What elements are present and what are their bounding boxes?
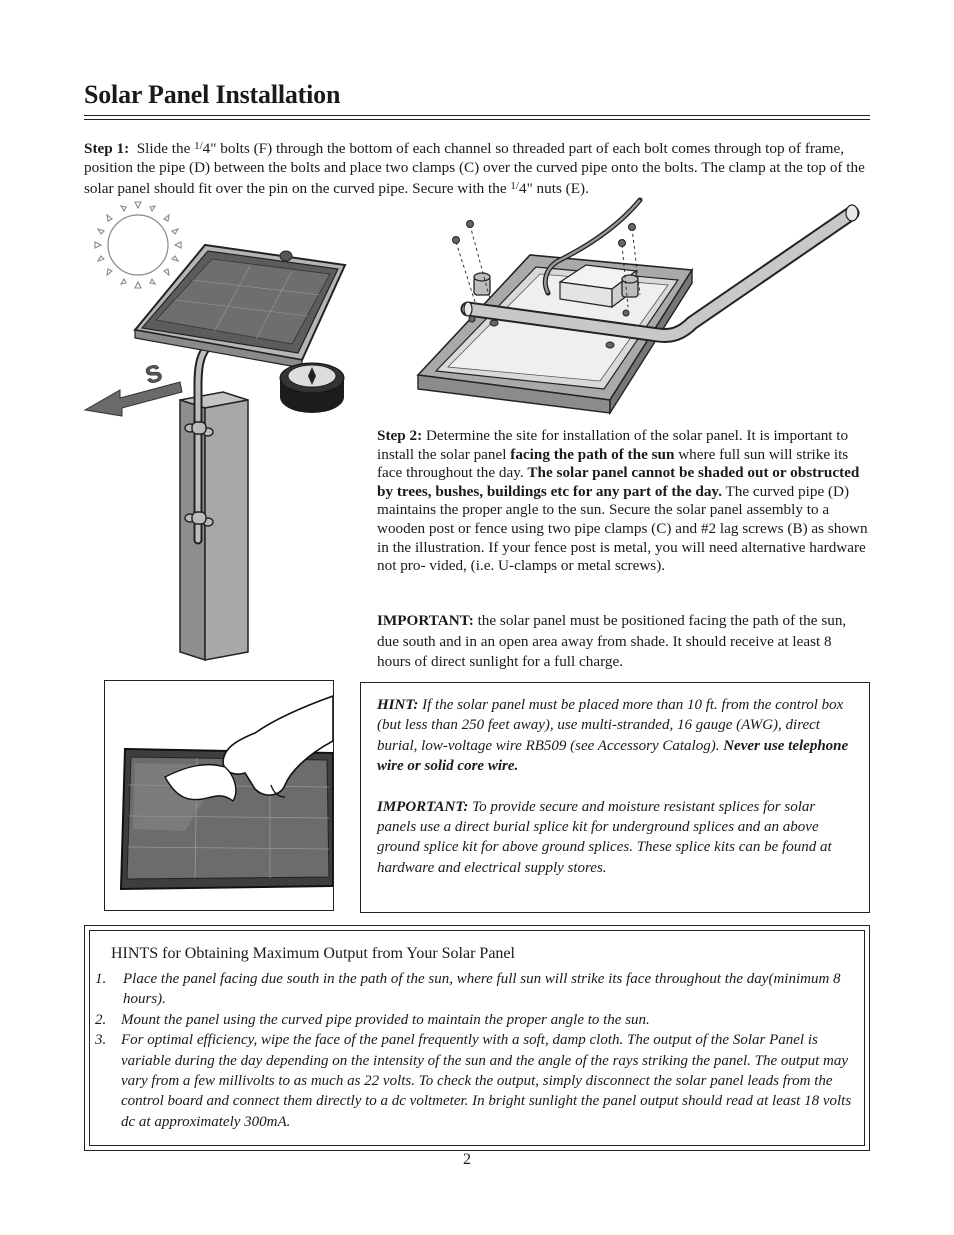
splice-important-text: To provide secure and moisture resistant splices for solar panels use a direct burial splice kit for underground splices and an above ground splice kit for above ground splices. These splice kits can be found at hardware and electrical supply stores. — [377, 798, 832, 876]
title-rule-bottom — [84, 119, 870, 120]
hints-list — [95, 969, 855, 1132]
hint-item — [95, 1010, 855, 1030]
step2-text-2: where full sun will strike its face throughout the day. — [377, 445, 849, 482]
compass-letter: S — [142, 359, 166, 390]
step2-text-3: The curved pipe (D) maintains the proper angle to the sun. Secure the solar panel assembly to a wooden post or fence using two pipe clamps (C) and #2 lag screws (B) as shown in the illustration. If your fence post is metal, you will need alternative hardware not pro- vided, (i.e. U-clamps or metal screws). — [377, 482, 868, 575]
hint-item-text: For optimal efficiency, wipe the face of the panel frequently with a soft, damp cloth. The output of the Solar Panel is variable during the day depending on the intensity of the sun and the angle of the rays striking the panel. The output may vary from a few millivolts to as much as 22 volts. To check the output, simply disconnect the solar panel leads from the control board and connect them directly to a dc voltmeter. In bright sunlight the panel output should read at least 18 volts dc at approximately 300mA. — [121, 1032, 852, 1130]
fraction-numerator: 1/ — [194, 140, 203, 152]
fraction-numerator-2: 1/ — [510, 180, 519, 193]
mounted-panel-illustration — [80, 200, 370, 665]
step2-bold-1: facing the path of the sun — [510, 445, 675, 463]
hint-paragraph — [377, 695, 853, 777]
step2-label: Step 2: — [377, 427, 423, 444]
fraction-denominator: 4 — [202, 140, 211, 157]
page-number: 2 — [463, 1151, 471, 1168]
clamp-right — [622, 275, 638, 297]
step2-text-1: Determine the site for installation of the solar panel. It is important to install the solar panel — [377, 427, 849, 463]
hint-text: If the solar panel must be placed more than 10 ft. from the control box (but less than 250 feet away), use multi-stranded, 16 gauge (AWG), direct burial, low-voltage wire RB509 (see Accessory Catalog). — [377, 697, 844, 754]
panel-assembly-illustration — [410, 195, 870, 420]
wiping-panel-illustration — [105, 681, 333, 910]
step1-text-2: " bolts (F) through the bottom of each channel so threaded part of each bolt comes through top of frame, position the pipe (D) between the bolts and place two clamps (C) over the curved pipe onto the bolts. The clamp at the top of the solar panel should fit over the pin on the curved pipe. Secure with the — [84, 140, 865, 198]
page-title: Solar Panel Installation — [84, 80, 341, 109]
compass-icon — [280, 363, 344, 413]
hint-item-text: Place the panel facing due south in the path of the sun, where full sun will strike its face throughout the day(minimum 8 hours). — [123, 971, 841, 1008]
step1-paragraph — [84, 137, 874, 199]
hint-warning: Never use telephone wire or solid core wire. — [377, 737, 849, 775]
splice-important-label: IMPORTANT: — [377, 798, 469, 815]
sun-icon — [95, 202, 181, 288]
solar-panel — [135, 245, 345, 368]
hint-number: 2. — [95, 1011, 107, 1028]
title-rule-top — [84, 115, 870, 116]
hint-number: 3. — [95, 1032, 107, 1049]
south-direction-arrow-icon — [85, 360, 182, 416]
important-paragraph — [377, 611, 855, 673]
step1-text-3: " nuts (E). — [526, 180, 589, 198]
hint-item — [95, 1030, 855, 1132]
fraction-denominator-2: 4 — [518, 180, 527, 198]
hint-item — [95, 969, 855, 1010]
hints-title: HINTS for Obtaining Maximum Output from Your Solar Panel — [111, 945, 515, 962]
step2-bold-2: The solar panel cannot be shaded out or obstructed by trees, bushes, buildings etc for any part of the day. — [377, 464, 860, 500]
hint-number: 1. — [95, 971, 107, 987]
hint-label: HINT: — [377, 697, 419, 713]
step2-paragraph — [377, 427, 869, 576]
step1-label: Step 1: — [84, 140, 130, 157]
splice-paragraph — [377, 797, 853, 879]
hint-box — [360, 682, 870, 913]
step1-text-1: Slide the — [136, 140, 195, 157]
important-label: IMPORTANT: — [377, 612, 474, 629]
important-text: the solar panel must be positioned facing the path of the sun, due south and in an open area away from shade. It should receive at least 8 hours of direct sunlight for a full charge. — [377, 612, 847, 670]
hint-item-text: Mount the panel using the curved pipe provided to maintain the proper angle to the sun. — [121, 1011, 650, 1028]
